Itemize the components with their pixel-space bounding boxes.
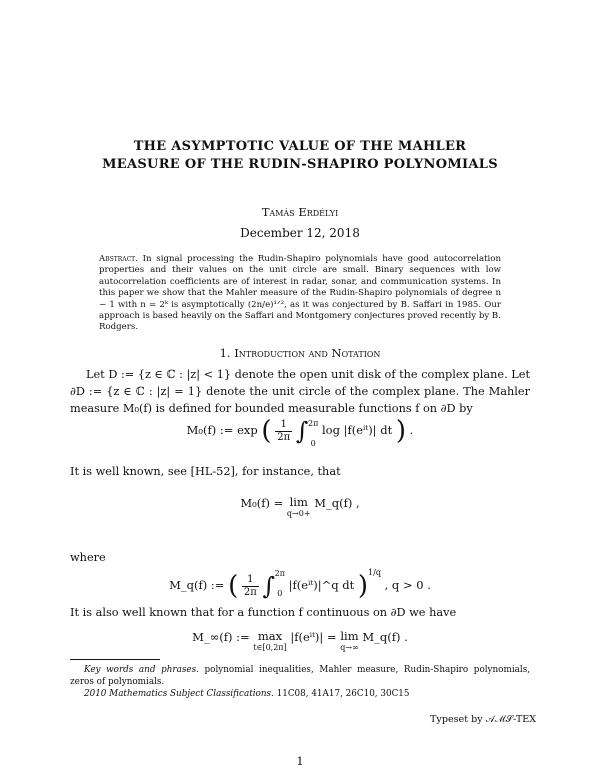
eq1-integral-sign: ∫ bbox=[295, 417, 309, 445]
eq3-lhs: M_q(f) := bbox=[169, 578, 229, 592]
eq1-close-paren: ) bbox=[395, 416, 407, 446]
eq4-lim bbox=[340, 630, 359, 654]
eq2-lim-text: lim bbox=[289, 495, 308, 509]
paragraph-where: where bbox=[70, 551, 106, 564]
equation-limit bbox=[0, 496, 600, 520]
eq4-rhs: M_q(f) . bbox=[362, 630, 408, 644]
footnote-msc bbox=[70, 688, 530, 700]
paragraph-definitions: Let D := {z ∈ ℂ : |z| < 1} denote the open unit disk of the complex plane. Let ∂D := {z ∈ ℂ : |z| = 1} denote the unit circle of the complex plane. The Mahler measure M₀(f) is defined for bounded measurable functions f on ∂D by bbox=[70, 368, 530, 415]
eq3-upper: 2π bbox=[274, 569, 285, 578]
eq4-max bbox=[253, 630, 286, 654]
eq4-max-text: max bbox=[257, 629, 283, 643]
eq2-lim-sub: q→0+ bbox=[286, 509, 311, 518]
eq1-den: 2π bbox=[277, 431, 291, 443]
footnote-keywords-text: polynomial inequalities, Mahler measure, Rudin-Shapiro polynomials, zeros of polynomials. bbox=[70, 665, 531, 687]
title-line-1: THE ASYMPTOTIC VALUE OF THE MAHLER bbox=[133, 139, 467, 154]
eq1-open-paren: ( bbox=[261, 416, 272, 446]
eq3-open-paren: ( bbox=[228, 571, 239, 601]
eq1-upper: 2π bbox=[307, 419, 319, 428]
author: Tamás Erdélyi bbox=[261, 205, 339, 219]
equation-mq bbox=[0, 568, 600, 600]
eq3-integral-sign: ∫ bbox=[262, 572, 275, 600]
eq3-lower: 0 bbox=[277, 589, 283, 598]
eq3-fraction bbox=[242, 574, 259, 599]
eq3-num: 1 bbox=[242, 574, 259, 587]
eq2-lim bbox=[287, 496, 311, 520]
footnote-keywords bbox=[70, 664, 530, 688]
eq1-fraction bbox=[275, 419, 292, 444]
eq3-body: |f(eⁱᵗ)|^q dt bbox=[288, 578, 355, 592]
paragraph-continuous: It is also well known that for a function f continuous on ∂D we have bbox=[70, 606, 457, 619]
eq2-lhs: M₀(f) = bbox=[240, 496, 287, 510]
title-line-2: MEASURE OF THE RUDIN-SHAPIRO POLYNOMIALS bbox=[102, 157, 498, 172]
eq2-rhs: M_q(f) , bbox=[314, 496, 360, 510]
eq1-body: log |f(eⁱᵗ)| dt bbox=[322, 423, 393, 437]
paragraph-well-known: It is well known, see [HL-52], for instance, that bbox=[70, 465, 341, 478]
eq4-lhs: M_∞(f) := bbox=[192, 630, 254, 644]
abstract-heading: Abstract. bbox=[99, 254, 138, 264]
eq4-max-sub: t∈[0,2π] bbox=[253, 643, 287, 652]
eq4-lim-sub: q→∞ bbox=[340, 643, 359, 652]
eq3-close-paren: ) bbox=[357, 571, 369, 601]
footnote-keywords-label: Key words and phrases. bbox=[84, 665, 199, 675]
equation-mahler-measure bbox=[0, 418, 600, 450]
eq4-mid: |f(eⁱᵗ)| = bbox=[290, 630, 341, 644]
eq3-den: 2π bbox=[243, 586, 257, 598]
eq1-limits bbox=[308, 418, 318, 450]
eq1-lower: 0 bbox=[310, 439, 316, 448]
abstract-text: In signal processing the Rudin-Shapiro polynomials have good autocorrelation properties and their values on the unit circle are small. Binary sequences with low autocorrelation coefficients are of interest in radar, sonar, and communication systems. In this paper we show that the Mahler measure of the Rudin-Shapiro polynomials of degree n − 1 with n = 2ᵏ is asymptotically (2n/e)¹ᐟ², as it was conjectured by B. Saffari in 1985. Our approach is based heavily on the Saffari and Montgomery conjectures proved recently by B. Rodgers. bbox=[99, 254, 501, 333]
equation-sup-norm bbox=[0, 630, 600, 654]
abstract bbox=[99, 254, 501, 334]
typeset-note: Typeset by 𝒜ℳ𝒮-TEX bbox=[430, 714, 537, 725]
footnote-rule bbox=[70, 659, 160, 660]
date: December 12, 2018 bbox=[240, 226, 360, 240]
footnote-msc-text: 11C08, 41A17, 26C10, 30C15 bbox=[276, 689, 410, 699]
eq1-num: 1 bbox=[275, 419, 292, 432]
page-number: 1 bbox=[296, 754, 304, 768]
eq3-power: 1/q bbox=[368, 568, 381, 577]
eq1-end: . bbox=[409, 423, 414, 437]
footnote-msc-label: 2010 Mathematics Subject Classifications. bbox=[84, 689, 274, 699]
section-heading: 1. Introduction and Notation bbox=[219, 346, 381, 360]
eq3-limits bbox=[275, 568, 285, 600]
eq1-lhs: M₀(f) := exp bbox=[186, 423, 258, 437]
eq4-lim-text: lim bbox=[340, 629, 359, 643]
eq3-condition: , q > 0 . bbox=[384, 578, 431, 592]
